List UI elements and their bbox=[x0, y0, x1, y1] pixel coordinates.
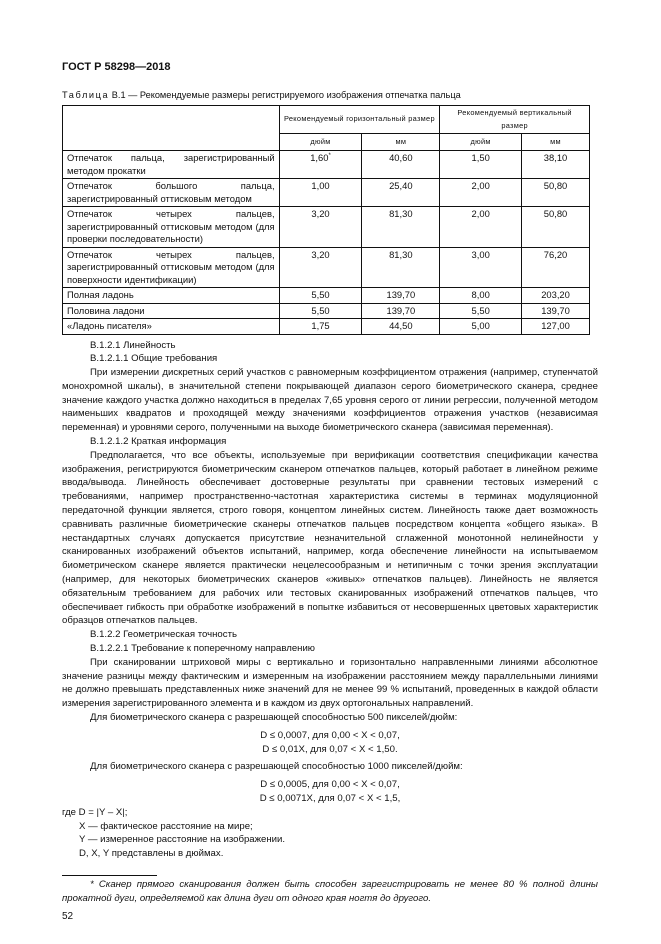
cell-v-mm: 203,20 bbox=[522, 288, 590, 304]
footnote-divider bbox=[62, 875, 157, 876]
row-label: Полная ладонь bbox=[63, 288, 280, 304]
cell-h-mm: 81,30 bbox=[362, 207, 440, 248]
table-row bbox=[63, 207, 590, 248]
row-label: Половина ладони bbox=[63, 303, 280, 319]
table-row bbox=[63, 303, 590, 319]
value: 5,50 bbox=[311, 289, 330, 300]
cell-h-in bbox=[279, 151, 362, 179]
paragraph: Для биометрического сканера с разрешающей способностью 500 пикселей/дюйм: bbox=[90, 712, 458, 724]
cell-v-in: 5,50 bbox=[440, 303, 522, 319]
where-line: X — фактическое расстояние на мире; bbox=[79, 820, 253, 832]
table-caption bbox=[62, 89, 598, 101]
section-heading: В.1.2.2.1 Требование к поперечному направлению bbox=[90, 643, 316, 655]
table-row bbox=[63, 247, 590, 288]
where-line: Y — измеренное расстояние на изображении. bbox=[79, 834, 286, 846]
table-row bbox=[63, 288, 590, 304]
cell-v-mm: 38,10 bbox=[522, 151, 590, 179]
cell-h-in bbox=[279, 179, 362, 207]
cell-v-mm: 50,80 bbox=[522, 207, 590, 248]
unit-header: мм bbox=[362, 134, 440, 151]
unit-header: мм bbox=[522, 134, 590, 151]
cell-h-in bbox=[279, 303, 362, 319]
unit-header: дюйм bbox=[279, 134, 362, 151]
formula: D ≤ 0,0005, для 0,00 < X < 0,07, bbox=[260, 779, 400, 791]
formula: D ≤ 0,01X, для 0,07 < X < 1,50. bbox=[262, 743, 398, 755]
cell-h-mm: 139,70 bbox=[362, 303, 440, 319]
cell-h-mm: 44,50 bbox=[362, 319, 440, 335]
row-label: Отпечаток пальца, зарегистрированный методом прокатки bbox=[63, 151, 280, 179]
cell-h-mm: 40,60 bbox=[362, 151, 440, 179]
value: 5,50 bbox=[311, 304, 330, 316]
unit-header: дюйм bbox=[440, 134, 522, 151]
size-table bbox=[62, 105, 590, 335]
section-heading: В.1.2.1.2 Краткая информация bbox=[90, 436, 227, 448]
cell-v-in: 1,50 bbox=[440, 151, 522, 179]
where-line: D, X, Y представлены в дюймах. bbox=[79, 848, 224, 860]
cell-h-in bbox=[279, 207, 362, 248]
row-label: Отпечаток четырех пальцев, зарегистрированный оттисковым методом (для поверхности идентификации) bbox=[63, 247, 280, 288]
table-row bbox=[63, 151, 590, 179]
cell-h-in bbox=[279, 247, 362, 288]
standard-header: ГОСТ Р 58298—2018 bbox=[62, 61, 171, 73]
value: 1,00 bbox=[311, 180, 330, 191]
paragraph: Предполагается, что все объекты, используемые при верификации соответствия спецификации качества изображения, регистрируются биометрическим сканером отпечатков пальцев, который работает в линейном режиме ввода/вывода. Линейность обеспечивает достоверные результаты при сравнении тестовых измерений с требованиями, например пространственно-частотная характеристика системы в терминах модуляционной передаточной функции является, строго говоря, концептом линейных систем. Линейность также дает возможность сравнивать различные биометрические сканеры отпечатков пальцев посредством концепта «общего языка». В нестандартных случаях допускается присутствие незначительной сглаженной монотонной нелинейности у сканированных изображений объектов испытаний, например, когда обеспечение линейности на испытываемом биометрическом сканере является практически нецелесообразным и нетипичным с точки зрения эксплуатации (например, для некоторых биометрических сканеров «живых» отпечатков пальцев). Линейность не является обязательным требованием для рабочих или тестовых сканированных изображений отпечатков пальцев, что обеспечивает гибкость при обработке изображений в попытке избавиться от несовершенных цветовых характеристик образцов отпечатков пальцев. bbox=[62, 449, 598, 627]
cell-v-in: 3,00 bbox=[440, 247, 522, 288]
cell-v-mm: 127,00 bbox=[522, 319, 590, 335]
row-label: Отпечаток четырех пальцев, зарегистрированный оттисковым методом (для проверки последовательности) bbox=[63, 207, 280, 248]
row-label: «Ладонь писателя» bbox=[63, 319, 280, 335]
paragraph: Для биометрического сканера с разрешающей способностью 1000 пикселей/дюйм: bbox=[90, 761, 463, 773]
cell-h-mm: 139,70 bbox=[362, 288, 440, 304]
section-heading: В.1.2.2 Геометрическая точность bbox=[90, 629, 237, 641]
col-group-vertical: Рекомендуемый вертикальный размер bbox=[440, 106, 590, 134]
row-label: Отпечаток большого пальца, зарегистрированный оттисковым методом bbox=[63, 179, 280, 207]
cell-v-mm: 139,70 bbox=[522, 303, 590, 319]
col-group-horizontal: Рекомендуемый горизонтальный размер bbox=[279, 106, 440, 134]
footnote-mark: * bbox=[328, 152, 331, 159]
value: 3,20 bbox=[311, 208, 330, 219]
cell-v-in: 2,00 bbox=[440, 179, 522, 207]
value: 3,20 bbox=[311, 248, 330, 260]
where-line: где D = |Y – X|; bbox=[62, 806, 128, 818]
cell-v-in: 8,00 bbox=[440, 288, 522, 304]
cell-v-in: 5,00 bbox=[440, 319, 522, 335]
footnote: * Сканер прямого сканирования должен быть способен зарегистрировать не менее 80 % полной длины прокатной дуги, определяемой как длина дуги от одного края ногтя до другого. bbox=[62, 878, 598, 904]
paragraph: При сканировании штриховой миры с вертикально и горизонтально направленными линиями абсолютное значение разницы между фактическим и измеренным на изображении расстоянием между параллельными линиями не должно превышать представленных ниже значений для не менее 99 % испытаний, проведенных в каждой области измерения зарегистрированного элемента и в каждом из двух ортогональных направлений. bbox=[62, 656, 598, 710]
formula: D ≤ 0,0071X, для 0,07 < X < 1,5, bbox=[259, 793, 401, 804]
paragraph: При измерении дискретных серий участков с равномерным коэффициентом отражения (например, ступенчатой монохромной шкалы), в значительной степени покрывающей диапазон серого биометрического сканера, среднее значение каждого участка должно находиться в пределах 7,65 уровня серого от линии регрессии, полученной методом наименьших квадратов и проходящей между значениями коэффициентов отражения участков (независимая переменная) и уровнями серого, полученными на выходе биометрического сканера (зависимая переменная). bbox=[62, 367, 598, 434]
cell-h-in bbox=[279, 288, 362, 304]
table-caption-prefix: Таблица bbox=[62, 90, 110, 100]
page-number: 52 bbox=[62, 910, 74, 922]
section-heading: В.1.2.1 Линейность bbox=[90, 339, 176, 351]
value: 1,60 bbox=[310, 152, 329, 163]
body-text bbox=[62, 339, 598, 861]
value: 1,75 bbox=[311, 320, 330, 331]
table-row bbox=[63, 179, 590, 207]
section-heading: В.1.2.1.1 Общие требования bbox=[90, 353, 218, 365]
table-row bbox=[63, 319, 590, 335]
cell-h-in bbox=[279, 319, 362, 335]
cell-v-mm: 76,20 bbox=[522, 247, 590, 288]
cell-v-in: 2,00 bbox=[440, 207, 522, 248]
cell-h-mm: 81,30 bbox=[362, 247, 440, 288]
table-corner bbox=[63, 106, 280, 151]
cell-v-mm: 50,80 bbox=[522, 179, 590, 207]
cell-h-mm: 25,40 bbox=[362, 179, 440, 207]
table-caption-text: В.1 — Рекомендуемые размеры регистрируемого изображения отпечатка пальца bbox=[109, 90, 461, 100]
formula: D ≤ 0,0007, для 0,00 < X < 0,07, bbox=[260, 729, 400, 741]
